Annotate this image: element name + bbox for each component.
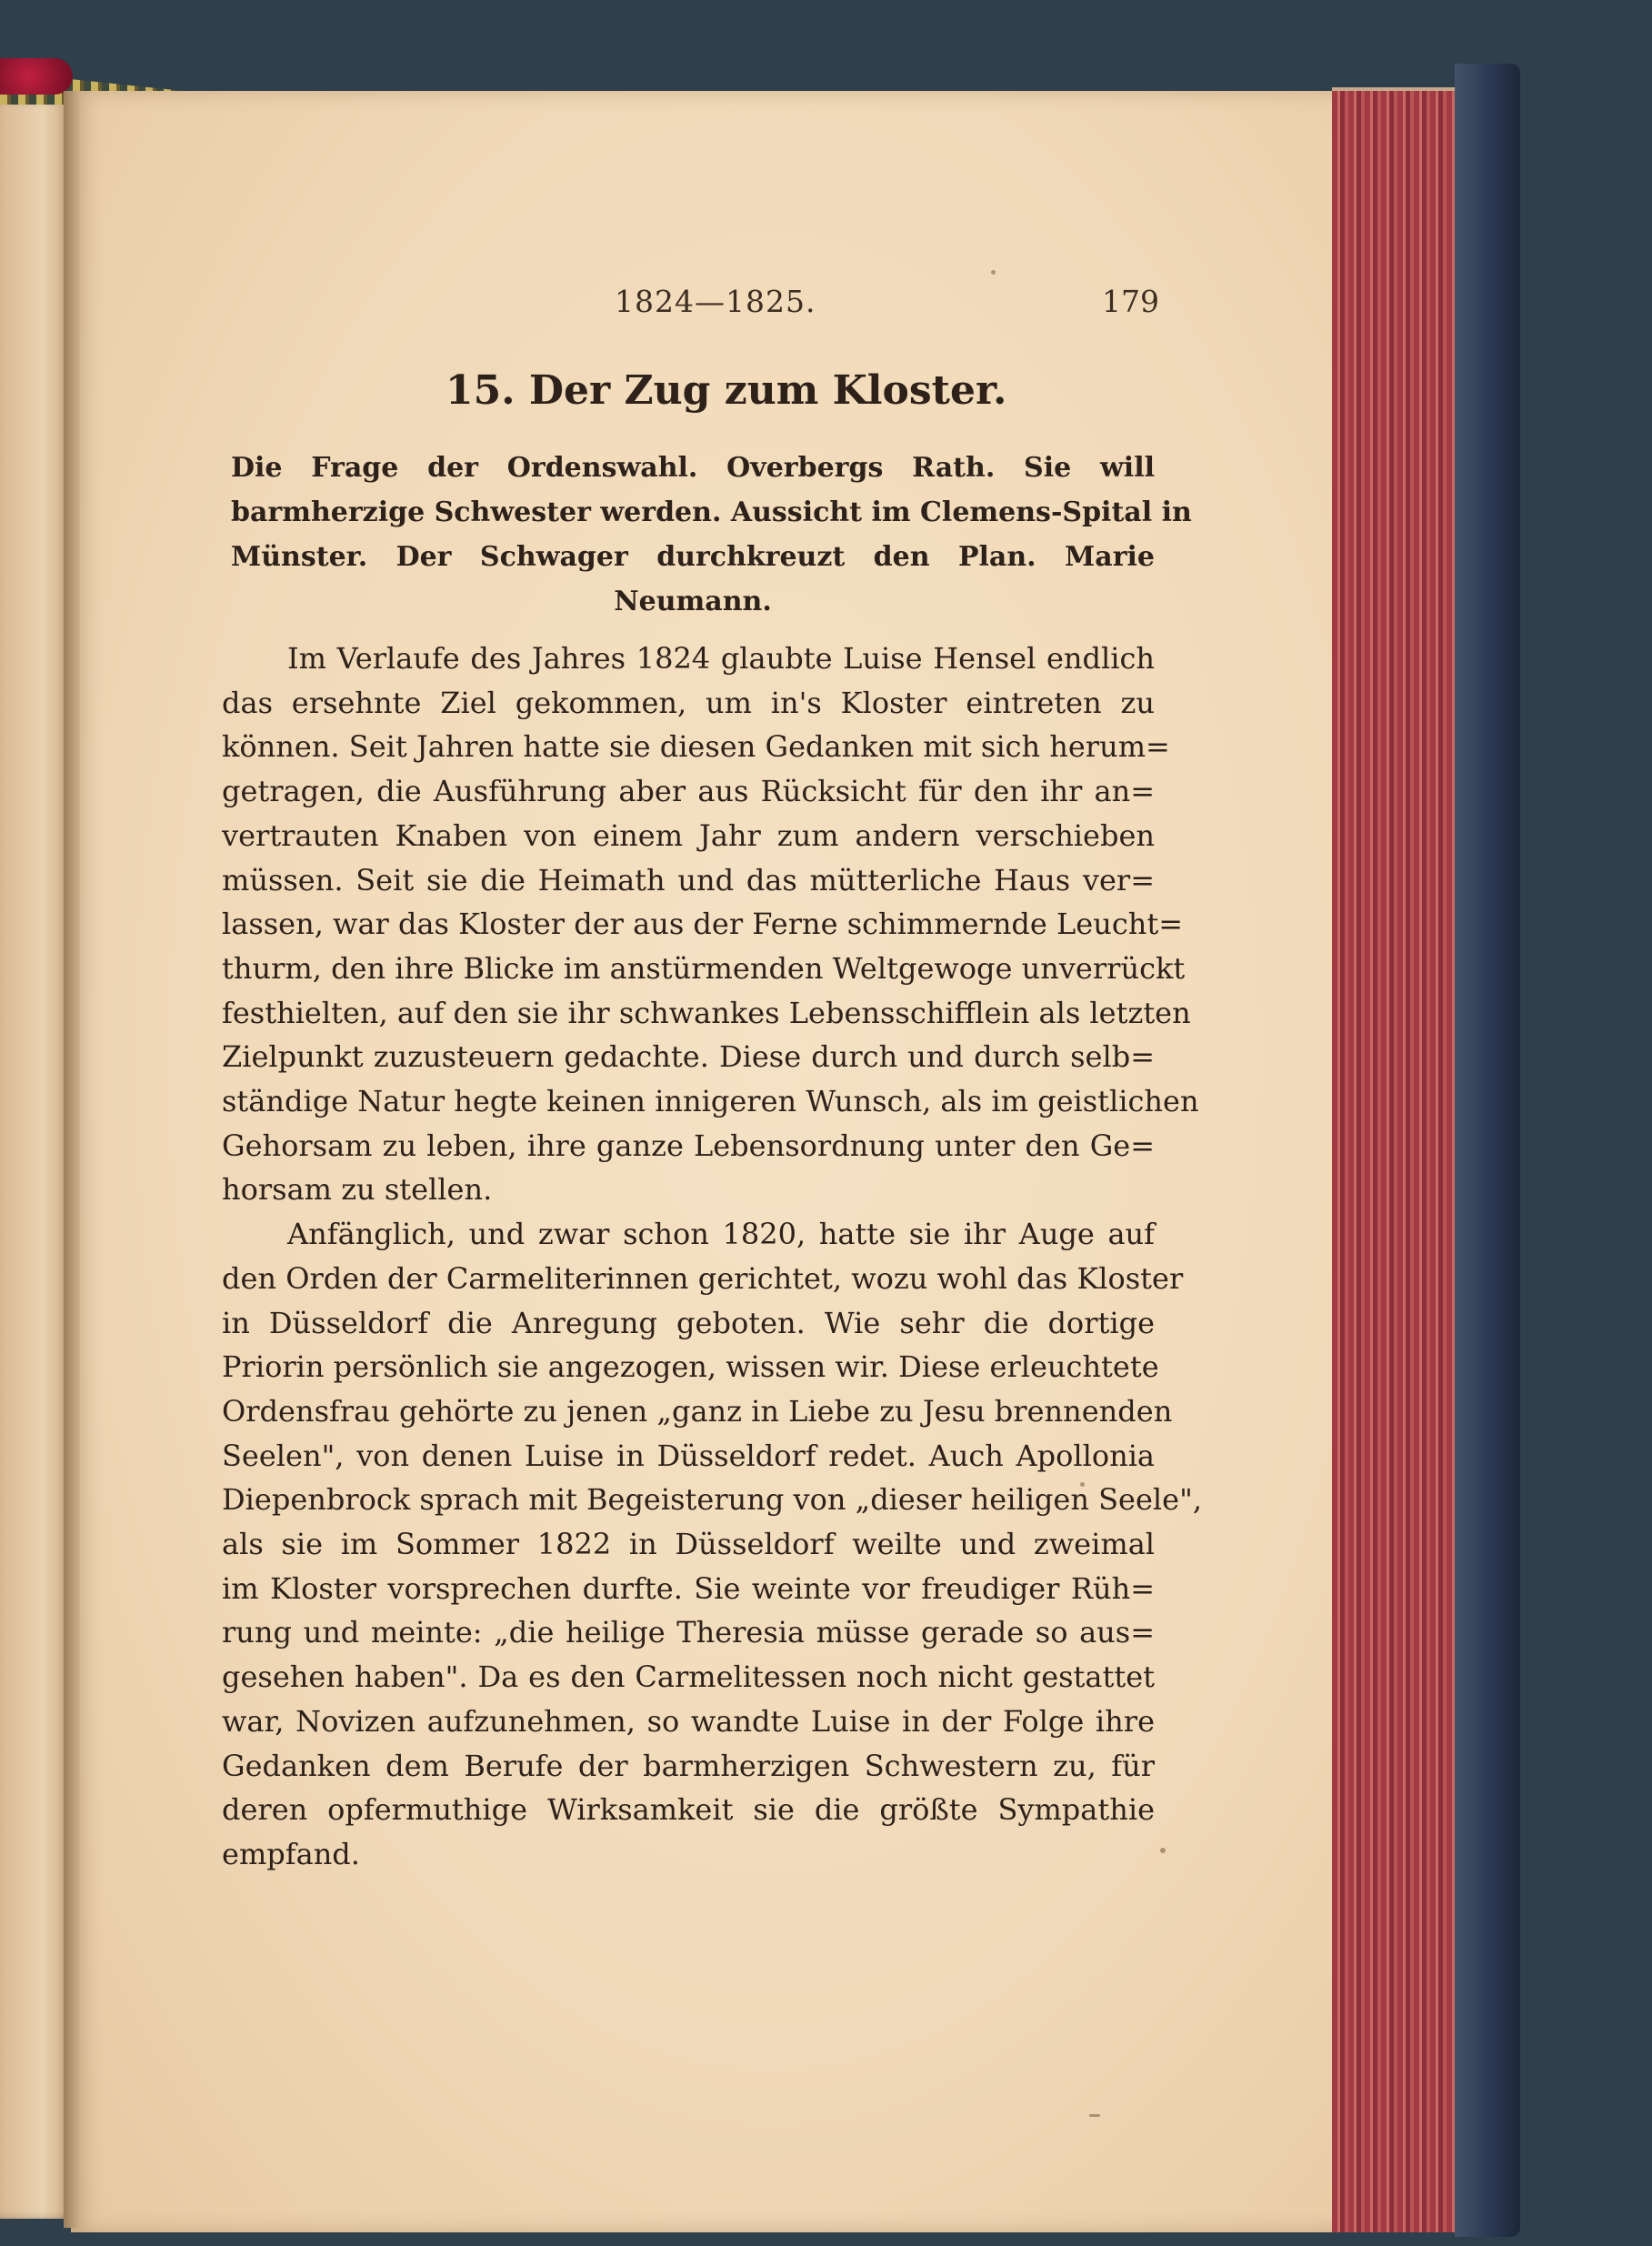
body-line: rung und meinte: „die heilige Theresia müsse gerade so aus= [222,1615,1155,1650]
paper-spot [1089,2114,1100,2117]
running-head: 1824—1825. [615,284,816,319]
body-line: als sie im Sommer 1822 in Düsseldorf weilte und zweimal [222,1527,1155,1562]
summary-line: Die Frage der Ordenswahl. Overbergs Rath. Sie will [231,452,1155,484]
body-line: Zielpunkt zuzusteuern gedachte. Diese durch und durch selb= [222,1039,1155,1075]
paper-spot [1160,1848,1166,1853]
chapter-summary [231,446,1192,624]
body-line: Gehorsam zu leben, ihre ganze Lebensordnung unter den Ge= [222,1128,1155,1163]
body-line: im Kloster vorsprechen durfte. Sie weinte vor freudiger Rüh= [222,1570,1155,1606]
body-line: lassen, war das Kloster der aus der Ferne schimmernde Leucht= [222,907,1184,942]
body-line: getragen, die Ausführung aber aus Rücksicht für den ihr an= [222,774,1155,809]
body-line: müssen. Seit sie die Heimath und das mütterliche Haus ver= [222,862,1155,897]
body-line: das ersehnte Ziel gekommen, um in's Kloster eintreten zu [222,685,1155,720]
left-page-edge [0,100,71,2219]
body-line: Anfänglich, und zwar schon 1820, hatte sie ihr Auge auf [287,1217,1155,1252]
body-line: gesehen haben". Da es den Carmelitessen noch nicht gestattet [222,1659,1155,1695]
body-line: vertrauten Knaben von einem Jahr zum andern verschieben [222,817,1155,853]
book-cover [1455,64,1520,2237]
bookmark-ribbon [0,58,73,95]
paper-spot [991,270,996,275]
body-line: Diepenbrock sprach mit Begeisterung von „dieser heiligen Seele", [222,1482,1202,1518]
summary-line: Münster. Der Schwager durchkreuzt den Plan. Marie [231,541,1155,573]
body-line: können. Seit Jahren hatte sie diesen Gedanken mit sich herum= [222,729,1170,765]
body-line: Ordensfrau gehörte zu jenen „ganz in Liebe zu Jesu brennenden [222,1393,1173,1429]
body-line: Im Verlaufe des Jahres 1824 glaubte Luise Hensel endlich [287,641,1155,676]
page-number: 179 [1102,284,1159,319]
summary-line: Neumann. [614,586,772,617]
body-line: horsam zu stellen. [222,1172,493,1208]
body-text [222,637,1202,1877]
body-line: Priorin persönlich sie angezogen, wissen wir. Diese erleuchtete [222,1349,1159,1385]
body-line: Gedanken dem Berufe der barmherzigen Schwestern zu, für [222,1748,1155,1783]
page-header [0,284,1652,320]
body-line: empfand. [222,1836,360,1871]
page-gutter [64,91,80,2228]
body-line: war, Novizen aufzunehmen, so wandte Luise in der Folge ihre [222,1703,1155,1739]
body-line: festhielten, auf den sie ihr schwankes Lebensschifflein als letzten [222,995,1191,1030]
body-line: Seelen", von denen Luise in Düsseldorf redet. Auch Apollonia [222,1438,1155,1473]
page-edges [1332,91,1459,2232]
chapter-title: 15. Der Zug zum Kloster. [446,367,1007,414]
body-line: den Orden der Carmeliterinnen gerichtet, wozu wohl das Kloster [222,1260,1184,1296]
body-line: thurm, den ihre Blicke im anstürmenden Weltgewoge unverrückt [222,950,1186,986]
summary-line: barmherzige Schwester werden. Aussicht im Clemens-Spital in [231,496,1192,528]
body-line: ständige Natur hegte keinen innigeren Wunsch, als im geistlichen [222,1084,1199,1119]
body-line: deren opfermuthige Wirksamkeit sie die größte Sympathie [222,1792,1155,1828]
body-line: in Düsseldorf die Anregung geboten. Wie sehr die dortige [222,1305,1155,1340]
